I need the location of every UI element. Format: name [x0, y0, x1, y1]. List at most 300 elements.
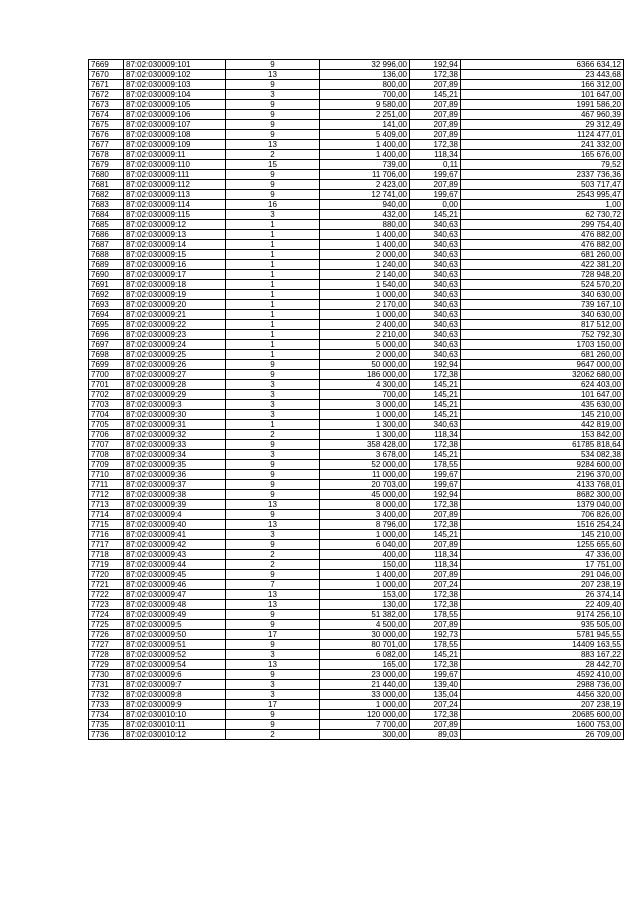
cell-rate: 172,38 — [410, 660, 461, 670]
cell-row-number: 7712 — [89, 490, 124, 500]
table-row — [89, 660, 624, 670]
cell-area: 358 428,00 — [320, 440, 410, 450]
cell-value: 291 046,00 — [461, 570, 624, 580]
cell-row-number: 7729 — [89, 660, 124, 670]
cell-area: 880,00 — [320, 220, 410, 230]
cell-rate: 340,63 — [410, 290, 461, 300]
cell-value: 935 505,00 — [461, 620, 624, 630]
cell-row-number: 7673 — [89, 100, 124, 110]
cell-rate: 199,67 — [410, 670, 461, 680]
cell-rate: 172,38 — [410, 520, 461, 530]
cell-area: 141,00 — [320, 120, 410, 130]
cell-rate: 118,34 — [410, 560, 461, 570]
table-row — [89, 210, 624, 220]
cell-value: 1255 655,60 — [461, 540, 624, 550]
table-row — [89, 180, 624, 190]
table-row — [89, 80, 624, 90]
table-row — [89, 730, 624, 740]
table-row — [89, 140, 624, 150]
cell-row-number: 7711 — [89, 480, 124, 490]
cell-rate: 207,89 — [410, 720, 461, 730]
cell-area: 5 409,00 — [320, 130, 410, 140]
cell-rate: 340,63 — [410, 340, 461, 350]
cell-row-number: 7699 — [89, 360, 124, 370]
cell-value: 1124 477,01 — [461, 130, 624, 140]
cell-area: 9 580,00 — [320, 100, 410, 110]
cell-row-number: 7675 — [89, 120, 124, 130]
cell-row-number: 7728 — [89, 650, 124, 660]
cell-rate: 207,89 — [410, 100, 461, 110]
table-row — [89, 650, 624, 660]
cell-category-code: 9 — [226, 80, 320, 90]
cell-cadastral-number: 87:02:030009:7 — [124, 680, 226, 690]
cell-value: 145 210,00 — [461, 410, 624, 420]
cell-row-number: 7726 — [89, 630, 124, 640]
cell-area: 3 000,00 — [320, 400, 410, 410]
table-row — [89, 710, 624, 720]
cell-category-code: 9 — [226, 180, 320, 190]
cell-area: 2 170,00 — [320, 300, 410, 310]
cell-row-number: 7733 — [89, 700, 124, 710]
cell-cadastral-number: 87:02:030009:36 — [124, 470, 226, 480]
cell-row-number: 7693 — [89, 300, 124, 310]
cell-value: 17 751,00 — [461, 560, 624, 570]
table-row — [89, 430, 624, 440]
cell-rate: 118,34 — [410, 150, 461, 160]
cell-row-number: 7697 — [89, 340, 124, 350]
cell-row-number: 7736 — [89, 730, 124, 740]
cell-cadastral-number: 87:02:030009:34 — [124, 450, 226, 460]
cell-area: 400,00 — [320, 550, 410, 560]
cell-value: 61785 818,64 — [461, 440, 624, 450]
cell-area: 150,00 — [320, 560, 410, 570]
cell-area: 20 703,00 — [320, 480, 410, 490]
cell-value: 101 647,00 — [461, 90, 624, 100]
cell-rate: 0,00 — [410, 200, 461, 210]
cell-rate: 178,55 — [410, 460, 461, 470]
registry-table — [88, 59, 624, 740]
cell-cadastral-number: 87:02:030009:20 — [124, 300, 226, 310]
cell-cadastral-number: 87:02:030009:42 — [124, 540, 226, 550]
cell-value: 1516 254,24 — [461, 520, 624, 530]
cell-category-code: 17 — [226, 630, 320, 640]
table-row — [89, 60, 624, 70]
cell-rate: 340,63 — [410, 240, 461, 250]
cell-value: 1991 586,20 — [461, 100, 624, 110]
cell-area: 1 000,00 — [320, 290, 410, 300]
cell-category-code: 1 — [226, 270, 320, 280]
cell-category-code: 3 — [226, 90, 320, 100]
cell-row-number: 7683 — [89, 200, 124, 210]
cell-cadastral-number: 87:02:030009:48 — [124, 600, 226, 610]
cell-category-code: 1 — [226, 420, 320, 430]
cell-rate: 145,21 — [410, 410, 461, 420]
table-row — [89, 690, 624, 700]
cell-category-code: 1 — [226, 310, 320, 320]
cell-value: 166 312,00 — [461, 80, 624, 90]
cell-category-code: 1 — [226, 280, 320, 290]
cell-row-number: 7709 — [89, 460, 124, 470]
cell-rate: 207,89 — [410, 80, 461, 90]
cell-area: 153,00 — [320, 590, 410, 600]
cell-row-number: 7682 — [89, 190, 124, 200]
cell-row-number: 7706 — [89, 430, 124, 440]
cell-rate: 192,94 — [410, 360, 461, 370]
cell-rate: 207,89 — [410, 180, 461, 190]
cell-row-number: 7678 — [89, 150, 124, 160]
cell-value: 153 842,00 — [461, 430, 624, 440]
cell-value: 681 260,00 — [461, 350, 624, 360]
cell-category-code: 1 — [226, 240, 320, 250]
cell-category-code: 1 — [226, 230, 320, 240]
cell-row-number: 7677 — [89, 140, 124, 150]
table-row — [89, 270, 624, 280]
cell-row-number: 7702 — [89, 390, 124, 400]
cell-cadastral-number: 87:02:030009:26 — [124, 360, 226, 370]
cell-area: 739,00 — [320, 160, 410, 170]
cell-value: 2988 736,00 — [461, 680, 624, 690]
cell-cadastral-number: 87:02:030009:108 — [124, 130, 226, 140]
cell-value: 22 409,40 — [461, 600, 624, 610]
cell-category-code: 3 — [226, 530, 320, 540]
table-row — [89, 340, 624, 350]
cell-rate: 199,67 — [410, 480, 461, 490]
cell-category-code: 1 — [226, 300, 320, 310]
cell-value: 207 238,19 — [461, 580, 624, 590]
cell-rate: 199,67 — [410, 190, 461, 200]
cell-value: 476 882,00 — [461, 240, 624, 250]
cell-category-code: 9 — [226, 570, 320, 580]
cell-cadastral-number: 87:02:030009:103 — [124, 80, 226, 90]
cell-category-code: 2 — [226, 730, 320, 740]
cell-cadastral-number: 87:02:030009:45 — [124, 570, 226, 580]
cell-category-code: 15 — [226, 160, 320, 170]
cell-category-code: 9 — [226, 620, 320, 630]
cell-value: 9647 000,00 — [461, 360, 624, 370]
cell-row-number: 7713 — [89, 500, 124, 510]
cell-rate: 89,03 — [410, 730, 461, 740]
cell-area: 3 678,00 — [320, 450, 410, 460]
table-row — [89, 100, 624, 110]
cell-rate: 207,89 — [410, 570, 461, 580]
cell-rate: 145,21 — [410, 400, 461, 410]
cell-row-number: 7725 — [89, 620, 124, 630]
cell-category-code: 17 — [226, 700, 320, 710]
table-row — [89, 320, 624, 330]
cell-rate: 172,38 — [410, 600, 461, 610]
table-row — [89, 700, 624, 710]
cell-row-number: 7732 — [89, 690, 124, 700]
cell-category-code: 9 — [226, 120, 320, 130]
cell-row-number: 7681 — [89, 180, 124, 190]
cell-area: 1 400,00 — [320, 570, 410, 580]
table-row — [89, 240, 624, 250]
cell-category-code: 9 — [226, 610, 320, 620]
cell-area: 700,00 — [320, 90, 410, 100]
cell-cadastral-number: 87:02:030009:23 — [124, 330, 226, 340]
cell-value: 29 312,49 — [461, 120, 624, 130]
table-row — [89, 680, 624, 690]
cell-category-code: 9 — [226, 440, 320, 450]
cell-cadastral-number: 87:02:030009:24 — [124, 340, 226, 350]
cell-rate: 192,73 — [410, 630, 461, 640]
cell-value: 28 442,70 — [461, 660, 624, 670]
cell-value: 32062 680,00 — [461, 370, 624, 380]
cell-area: 186 000,00 — [320, 370, 410, 380]
cell-cadastral-number: 87:02:030009:115 — [124, 210, 226, 220]
table-row — [89, 370, 624, 380]
table-row — [89, 300, 624, 310]
cell-cadastral-number: 87:02:030009:31 — [124, 420, 226, 430]
cell-rate: 172,38 — [410, 140, 461, 150]
cell-value: 534 082,38 — [461, 450, 624, 460]
cell-area: 3 400,00 — [320, 510, 410, 520]
cell-area: 6 082,00 — [320, 650, 410, 660]
cell-value: 4133 768,01 — [461, 480, 624, 490]
cell-value: 5781 945,55 — [461, 630, 624, 640]
cell-category-code: 1 — [226, 340, 320, 350]
cell-category-code: 13 — [226, 520, 320, 530]
cell-row-number: 7698 — [89, 350, 124, 360]
cell-cadastral-number: 87:02:030009:12 — [124, 220, 226, 230]
cell-area: 1 400,00 — [320, 240, 410, 250]
table-row — [89, 560, 624, 570]
cell-cadastral-number: 87:02:030009:109 — [124, 140, 226, 150]
cell-row-number: 7679 — [89, 160, 124, 170]
cell-value: 62 730,72 — [461, 210, 624, 220]
cell-category-code: 9 — [226, 170, 320, 180]
cell-category-code: 1 — [226, 290, 320, 300]
cell-area: 2 000,00 — [320, 350, 410, 360]
cell-area: 45 000,00 — [320, 490, 410, 500]
cell-row-number: 7731 — [89, 680, 124, 690]
cell-rate: 145,21 — [410, 650, 461, 660]
table-row — [89, 530, 624, 540]
cell-area: 136,00 — [320, 70, 410, 80]
cell-row-number: 7704 — [89, 410, 124, 420]
cell-category-code: 2 — [226, 430, 320, 440]
cell-category-code: 9 — [226, 110, 320, 120]
cell-cadastral-number: 87:02:030009:110 — [124, 160, 226, 170]
cell-value: 26 374,14 — [461, 590, 624, 600]
cell-category-code: 9 — [226, 490, 320, 500]
cell-value: 9174 256,10 — [461, 610, 624, 620]
table-row — [89, 620, 624, 630]
cell-rate: 172,38 — [410, 500, 461, 510]
cell-rate: 340,63 — [410, 260, 461, 270]
cell-rate: 340,63 — [410, 250, 461, 260]
cell-cadastral-number: 87:02:030009:14 — [124, 240, 226, 250]
cell-area: 300,00 — [320, 730, 410, 740]
cell-rate: 340,63 — [410, 300, 461, 310]
cell-category-code: 9 — [226, 710, 320, 720]
cell-rate: 340,63 — [410, 230, 461, 240]
cell-cadastral-number: 87:02:030009:43 — [124, 550, 226, 560]
cell-row-number: 7687 — [89, 240, 124, 250]
cell-value: 299 754,40 — [461, 220, 624, 230]
table-row — [89, 490, 624, 500]
cell-cadastral-number: 87:02:030009:40 — [124, 520, 226, 530]
cell-rate: 172,38 — [410, 590, 461, 600]
cell-row-number: 7708 — [89, 450, 124, 460]
cell-cadastral-number: 87:02:030009:111 — [124, 170, 226, 180]
cell-area: 1 300,00 — [320, 420, 410, 430]
cell-cadastral-number: 87:02:030009:21 — [124, 310, 226, 320]
cell-value: 101 647,00 — [461, 390, 624, 400]
cell-category-code: 16 — [226, 200, 320, 210]
cell-cadastral-number: 87:02:030009:46 — [124, 580, 226, 590]
cell-value: 2543 995,47 — [461, 190, 624, 200]
cell-row-number: 7691 — [89, 280, 124, 290]
cell-cadastral-number: 87:02:030009:29 — [124, 390, 226, 400]
cell-cadastral-number: 87:02:030009:13 — [124, 230, 226, 240]
cell-area: 1 000,00 — [320, 580, 410, 590]
cell-area: 2 251,00 — [320, 110, 410, 120]
cell-rate: 145,21 — [410, 450, 461, 460]
cell-area: 4 300,00 — [320, 380, 410, 390]
cell-area: 12 741,00 — [320, 190, 410, 200]
cell-value: 2196 370,00 — [461, 470, 624, 480]
table-row — [89, 150, 624, 160]
cell-cadastral-number: 87:02:030009:50 — [124, 630, 226, 640]
cell-rate: 145,21 — [410, 390, 461, 400]
cell-value: 817 512,00 — [461, 320, 624, 330]
cell-area: 1 400,00 — [320, 140, 410, 150]
cell-cadastral-number: 87:02:030009:15 — [124, 250, 226, 260]
cell-cadastral-number: 87:02:030009:33 — [124, 440, 226, 450]
cell-row-number: 7705 — [89, 420, 124, 430]
cell-category-code: 1 — [226, 250, 320, 260]
cell-row-number: 7721 — [89, 580, 124, 590]
cell-category-code: 3 — [226, 210, 320, 220]
table-row — [89, 570, 624, 580]
cell-value: 752 792,30 — [461, 330, 624, 340]
cell-rate: 207,24 — [410, 700, 461, 710]
cell-cadastral-number: 87:02:030009:106 — [124, 110, 226, 120]
cell-value: 503 717,47 — [461, 180, 624, 190]
table-row — [89, 720, 624, 730]
cell-category-code: 3 — [226, 380, 320, 390]
cell-value: 26 709,00 — [461, 730, 624, 740]
cell-value: 340 630,00 — [461, 310, 624, 320]
table-row — [89, 360, 624, 370]
cell-row-number: 7735 — [89, 720, 124, 730]
cell-row-number: 7669 — [89, 60, 124, 70]
cell-category-code: 1 — [226, 320, 320, 330]
cell-cadastral-number: 87:02:030009:54 — [124, 660, 226, 670]
cell-area: 51 382,00 — [320, 610, 410, 620]
registry-table-body — [89, 60, 624, 740]
cell-value: 1600 753,00 — [461, 720, 624, 730]
table-row — [89, 610, 624, 620]
cell-cadastral-number: 87:02:030009:30 — [124, 410, 226, 420]
cell-area: 8 796,00 — [320, 520, 410, 530]
table-row — [89, 580, 624, 590]
table-row — [89, 540, 624, 550]
table-row — [89, 390, 624, 400]
cell-category-code: 1 — [226, 260, 320, 270]
cell-value: 422 381,20 — [461, 260, 624, 270]
cell-row-number: 7684 — [89, 210, 124, 220]
cell-category-code: 13 — [226, 600, 320, 610]
cell-cadastral-number: 87:02:030009:27 — [124, 370, 226, 380]
cell-value: 79,52 — [461, 160, 624, 170]
cell-value: 467 960,39 — [461, 110, 624, 120]
table-row — [89, 310, 624, 320]
cell-rate: 340,63 — [410, 270, 461, 280]
cell-rate: 172,38 — [410, 370, 461, 380]
cell-rate: 145,21 — [410, 90, 461, 100]
cell-cadastral-number: 87:02:030009:41 — [124, 530, 226, 540]
cell-category-code: 13 — [226, 500, 320, 510]
cell-cadastral-number: 87:02:030009:16 — [124, 260, 226, 270]
cell-cadastral-number: 87:02:030009:101 — [124, 60, 226, 70]
cell-row-number: 7671 — [89, 80, 124, 90]
cell-area: 432,00 — [320, 210, 410, 220]
table-row — [89, 630, 624, 640]
cell-value: 624 403,00 — [461, 380, 624, 390]
cell-rate: 199,67 — [410, 470, 461, 480]
cell-rate: 207,24 — [410, 580, 461, 590]
cell-row-number: 7716 — [89, 530, 124, 540]
cell-area: 11 000,00 — [320, 470, 410, 480]
cell-cadastral-number: 87:02:030009:112 — [124, 180, 226, 190]
cell-cadastral-number: 87:02:030009:32 — [124, 430, 226, 440]
cell-row-number: 7685 — [89, 220, 124, 230]
cell-cadastral-number: 87:02:030009:19 — [124, 290, 226, 300]
cell-value: 883 167,22 — [461, 650, 624, 660]
cell-row-number: 7703 — [89, 400, 124, 410]
cell-cadastral-number: 87:02:030009:9 — [124, 700, 226, 710]
cell-area: 800,00 — [320, 80, 410, 90]
cell-row-number: 7724 — [89, 610, 124, 620]
table-row — [89, 380, 624, 390]
cell-rate: 172,38 — [410, 70, 461, 80]
cell-area: 130,00 — [320, 600, 410, 610]
cell-rate: 207,89 — [410, 510, 461, 520]
table-row — [89, 120, 624, 130]
cell-category-code: 9 — [226, 670, 320, 680]
cell-value: 435 630,00 — [461, 400, 624, 410]
cell-area: 32 996,00 — [320, 60, 410, 70]
cell-row-number: 7670 — [89, 70, 124, 80]
cell-area: 5 000,00 — [320, 340, 410, 350]
table-row — [89, 350, 624, 360]
cell-category-code: 2 — [226, 560, 320, 570]
cell-rate: 172,38 — [410, 710, 461, 720]
cell-area: 1 400,00 — [320, 150, 410, 160]
cell-area: 7 700,00 — [320, 720, 410, 730]
cell-cadastral-number: 87:02:030009:3 — [124, 400, 226, 410]
cell-category-code: 3 — [226, 650, 320, 660]
cell-category-code: 3 — [226, 450, 320, 460]
cell-cadastral-number: 87:02:030009:52 — [124, 650, 226, 660]
cell-rate: 340,63 — [410, 330, 461, 340]
cell-area: 940,00 — [320, 200, 410, 210]
cell-cadastral-number: 87:02:030009:22 — [124, 320, 226, 330]
cell-area: 52 000,00 — [320, 460, 410, 470]
cell-cadastral-number: 87:02:030009:5 — [124, 620, 226, 630]
table-row — [89, 480, 624, 490]
cell-rate: 340,63 — [410, 220, 461, 230]
table-row — [89, 170, 624, 180]
cell-value: 706 826,00 — [461, 510, 624, 520]
cell-category-code: 7 — [226, 580, 320, 590]
cell-value: 1703 150,00 — [461, 340, 624, 350]
cell-area: 6 040,00 — [320, 540, 410, 550]
cell-rate: 135,04 — [410, 690, 461, 700]
cell-category-code: 13 — [226, 70, 320, 80]
